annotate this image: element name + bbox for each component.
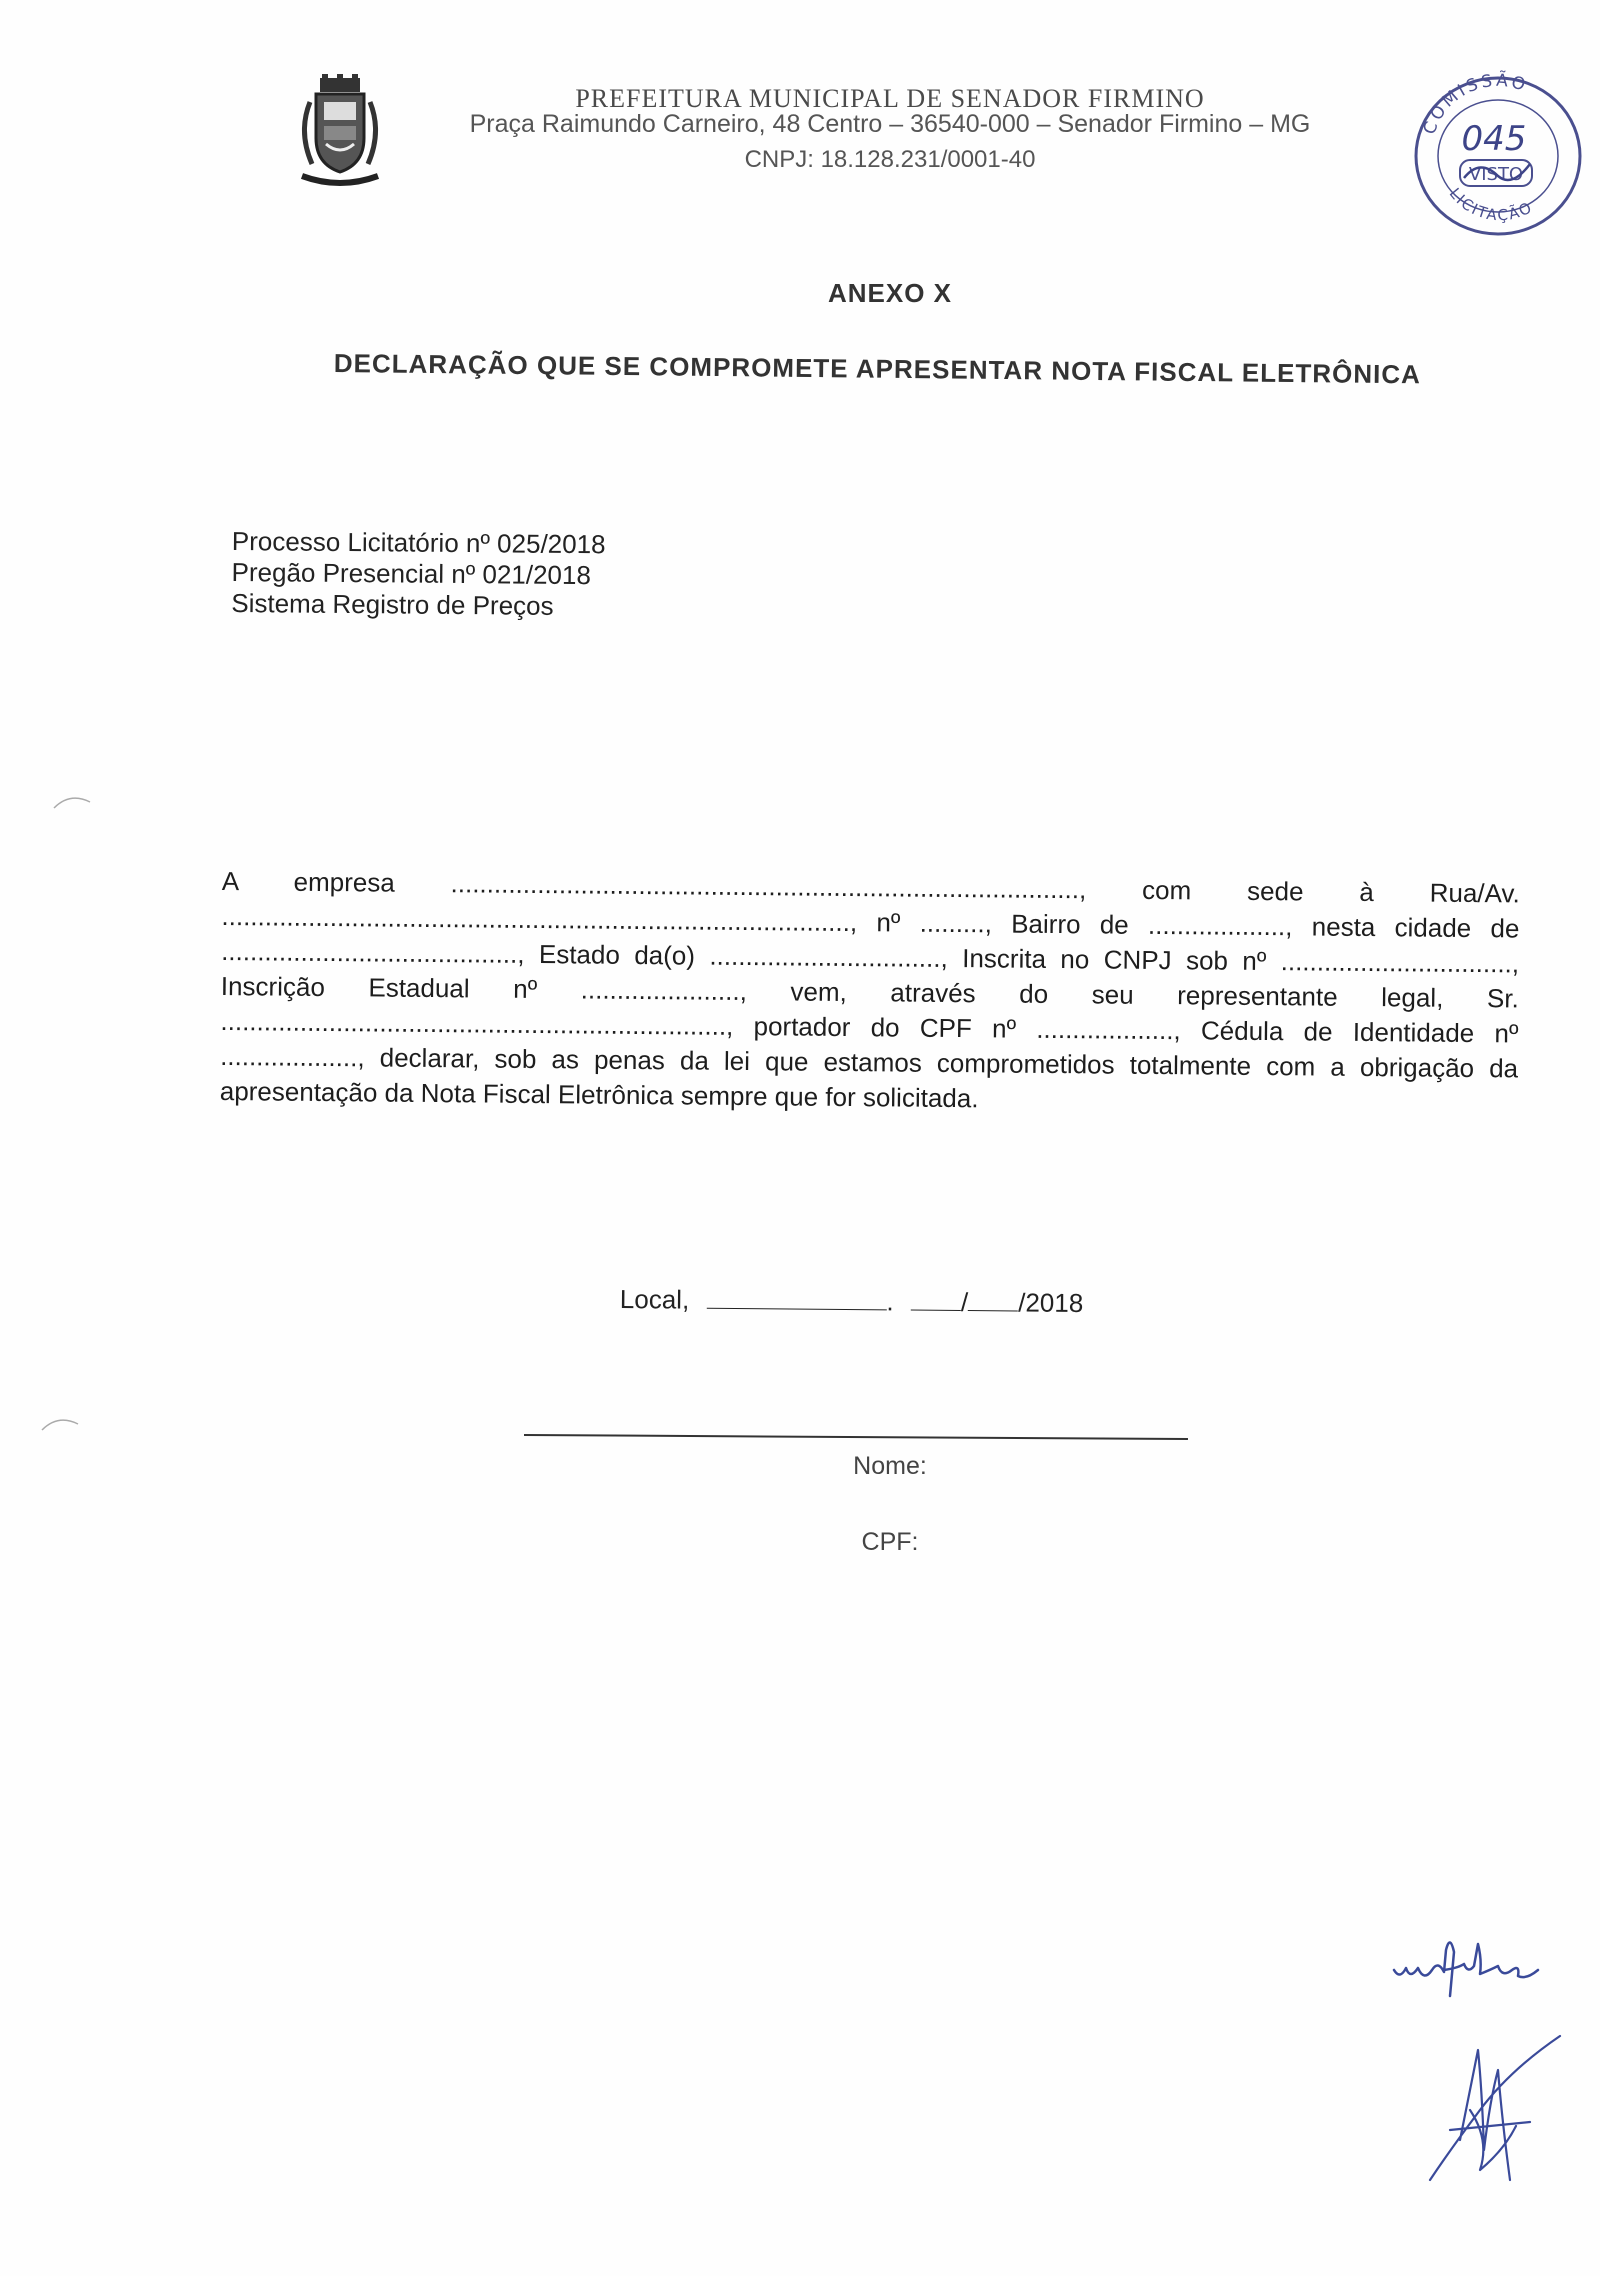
organization-cnpj: CNPJ: 18.128.231/0001-40: [744, 146, 1036, 173]
date-year: /2018: [1018, 1287, 1084, 1319]
stamp-top-text: COMISSÃO: [1419, 70, 1531, 138]
process-system: Sistema Registro de Preços: [231, 587, 554, 621]
declaration-title: DECLARAÇÃO QUE SE COMPROMETE APRESENTAR NOTA FISCAL ELETRÔNICA: [333, 348, 1422, 390]
month-blank: [968, 1288, 1018, 1311]
local-label: Local,: [619, 1284, 690, 1315]
svg-text:LICITAÇÃO: [1446, 185, 1536, 225]
day-blank: [911, 1288, 961, 1311]
annex-title: ANEXO X: [827, 278, 953, 308]
punch-hole-mark-icon: [52, 790, 92, 812]
local-date-row: Local, . / /2018: [619, 1284, 1084, 1319]
signature-line: [524, 1434, 1188, 1440]
organization-address: Praça Raimundo Carneiro, 48 Centro – 36540-000 – Senador Firmino – MG: [469, 110, 1311, 138]
declaration-paragraph: A empresa ......................................................................................., com sede à Rua/Av. ......................................................................................., nº ........., Bairro de ..................., nesta cidade de ........................................., Estado da(o) ................................, Inscrita no CNPJ sob nº ................................, Inscrição Estadual nº ......................, vem, através do seu representante legal, Sr. ......................................................................, portador do CPF nº ..................., Cédula de Identidade nº ..................., declarar, sob as penas da lei que estamos comprometidos totalmente com a obrigação da apresentação da Nota Fiscal Eletrônica sempre que for solicitada.: [219, 865, 1520, 1114]
commission-stamp-icon: [1402, 60, 1592, 240]
process-info: [231, 526, 606, 622]
stamp-bottom-text: LICITAÇÃO: [1445, 184, 1537, 225]
handwritten-rubric-icon: [1390, 1930, 1570, 2010]
organization-name: PREFEITURA MUNICIPAL DE SENADOR FIRMINO: [575, 84, 1205, 113]
stamp-middle-text: VISTO: [1468, 164, 1524, 185]
process-auction: Pregão Presencial nº 021/2018: [231, 556, 592, 591]
cpf-label: CPF:: [861, 1528, 919, 1556]
date-separator: /: [960, 1286, 969, 1318]
process-licitation: Processo Licitatório nº 025/2018: [231, 526, 606, 560]
punch-hole-mark-icon: [40, 1412, 80, 1434]
stamp-number: 045: [1461, 119, 1527, 159]
local-blank: [706, 1286, 886, 1311]
name-label: Nome:: [853, 1452, 927, 1480]
handwritten-signature-icon: [1420, 2030, 1570, 2190]
